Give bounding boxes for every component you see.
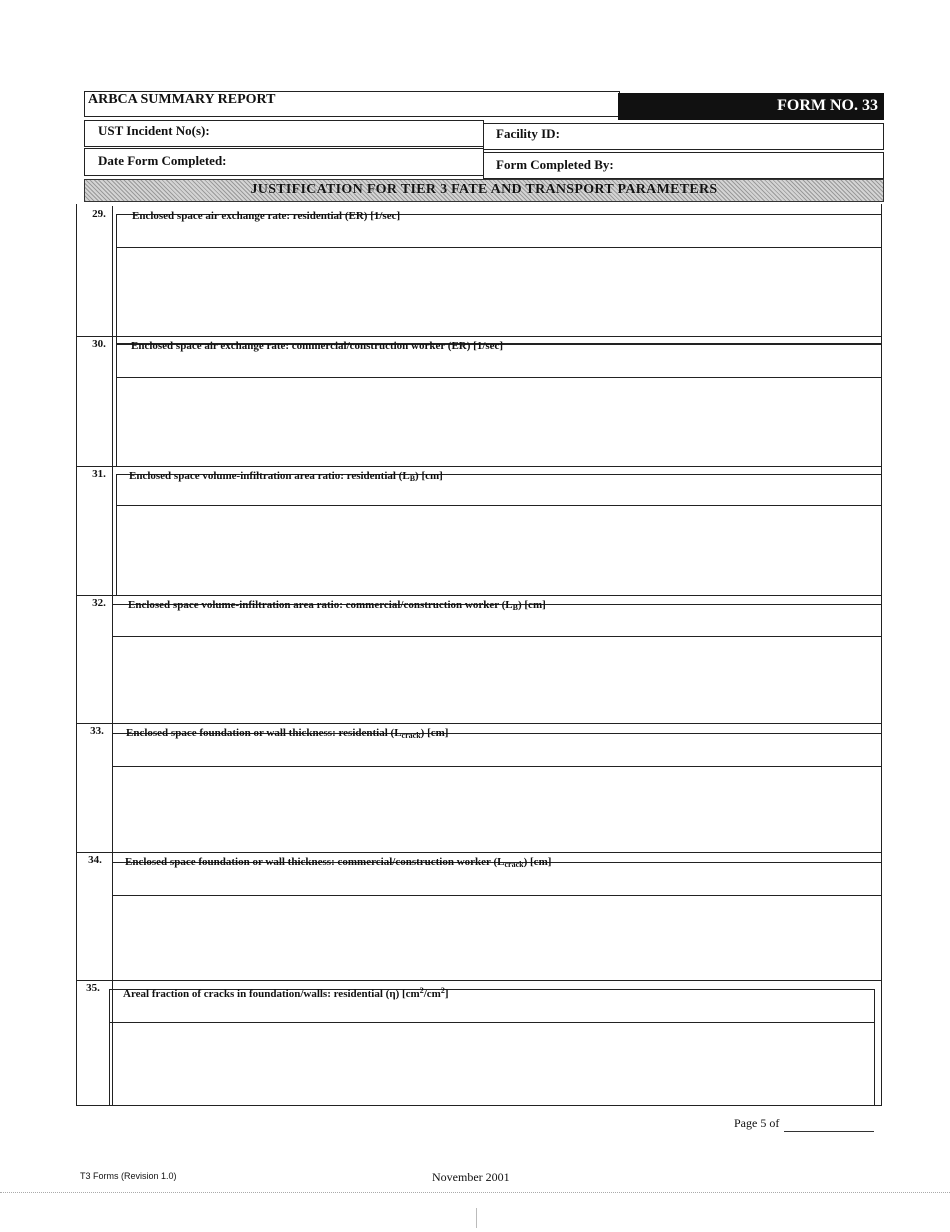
row-divider [76,852,882,853]
item-number: 35. [86,982,100,994]
item-label: Enclosed space foundation or wall thickness: commercial/construction worker $(L_{crack})$ [cm] [125,856,552,869]
row-divider [76,723,882,724]
completed-by-label: Form Completed By: [496,157,614,172]
justification-input[interactable] [112,767,882,852]
form-number: FORM NO. 33 [618,93,884,120]
item-number: 31. [92,468,106,480]
item-label: Enclosed space air exchange rate: commercial/construction worker (ER) [1/sec] [131,340,504,352]
justification-input[interactable] [112,896,882,980]
item-32 [76,595,882,723]
section-title: JUSTIFICATION FOR TIER 3 FATE AND TRANSPORT PARAMETERS [84,179,884,202]
item-number: 29. [92,208,106,220]
footer-date: November 2001 [432,1170,510,1184]
facility-id-label: Facility ID: [496,126,560,141]
item-34 [76,852,882,980]
item-35 [76,980,882,1106]
report-title: ARBCA SUMMARY REPORT [88,92,276,107]
item-label: Areal fraction of cracks in foundation/walls: residential (η) $[cm^2/cm^2]$ [123,986,449,1000]
item-33 [76,723,882,852]
item-31 [76,466,882,595]
justification-input[interactable] [116,248,882,344]
page-total-line [784,1131,874,1132]
row-divider [76,466,882,467]
item-29 [76,206,882,336]
ust-incident-label: UST Incident No(s): [98,123,210,138]
row-divider [76,980,882,981]
item-label: Enclosed space volume-infiltration area ratio: commercial/construction worker $(L_B)$ [cm] [128,599,546,612]
revision-label: T3 Forms (Revision 1.0) [80,1171,177,1181]
row-divider [76,336,882,337]
justification-input[interactable] [116,506,882,595]
item-label: Enclosed space volume-infiltration area ratio: residential $(L_B)$ [cm] [129,470,443,483]
scan-noise-line [0,1192,950,1193]
item-label: Enclosed space foundation or wall thickness: residential $(L_{crack})$ [cm] [126,727,449,740]
page-number-label: Page 5 of [734,1116,780,1130]
item-number: 30. [92,338,106,350]
justification-input[interactable] [112,637,882,723]
justification-input[interactable] [109,1023,875,1106]
item-number: 34. [88,854,102,866]
item-30 [76,336,882,466]
item-label: Enclosed space air exchange rate: residential (ER) [1/sec] [132,210,401,222]
date-completed-label: Date Form Completed: [98,153,227,168]
item-number: 32. [92,597,106,609]
item-number: 33. [90,725,104,737]
scan-noise-mark [476,1208,477,1228]
justification-input[interactable] [116,378,882,466]
row-divider [76,595,882,596]
